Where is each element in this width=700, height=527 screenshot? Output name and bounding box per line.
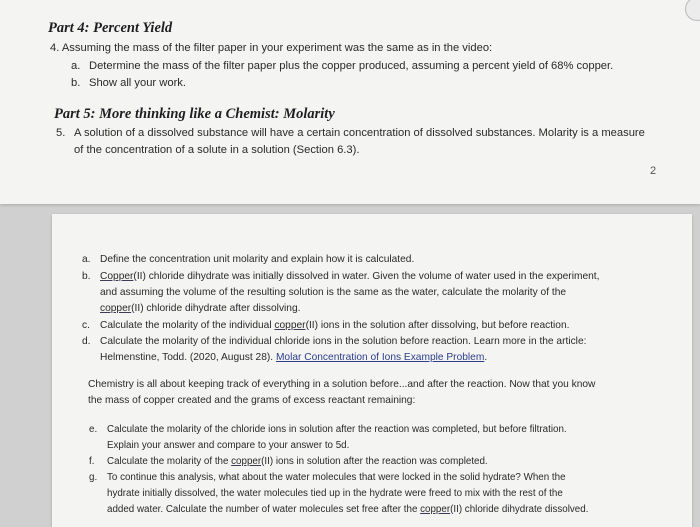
question-5e-line2: Explain your answer and compare to your answer to 5d. [107,440,350,451]
article-link[interactable]: Molar Concentration of Ions Example Problem [275,352,485,363]
question-5-line2: of the concentration of a solute in a solution (Section 6.3). [74,144,360,156]
item-text: (II) ions in solution after the reaction was completed. [261,456,488,467]
item-text: Determine the mass of the filter paper plus the copper produced, assuming a percent yield of 68% copper. [89,60,614,72]
item-text: To continue this analysis, what about the water molecules that were locked in the solid hydrate? When the [107,472,566,483]
item-label: g. [89,472,98,483]
question-5g-line3 [107,502,588,517]
copper-term: Copper [100,271,134,282]
item-label: b. [71,77,81,89]
question-5f [89,454,488,469]
question-5c [82,318,569,333]
question-number: 4. [50,42,60,54]
worksheet-page-1 [0,0,700,204]
question-4a [71,58,613,74]
part5-heading: Part 5: More thinking like a Chemist: Molarity [54,106,335,122]
question-5b-line2: and assuming the volume of the resulting solution is the same as the water, calculate the molarity of the [100,287,567,298]
page-number: 2 [650,165,657,177]
item-text: Calculate the molarity of the individual [100,320,275,331]
item-label: e. [89,424,98,435]
item-label: c. [82,320,90,331]
item-text: Define the concentration unit molarity and explain how it is calculated. [100,254,415,265]
question-5b-line3 [100,301,300,316]
question-5a [82,252,414,267]
chemistry-paragraph-line1: Chemistry is all about keeping track of everything in a solution before...and after the reaction. Now that you know [88,379,596,390]
item-text: (II) chloride dihydrate after dissolving. [131,303,301,314]
copper-term: copper [231,456,262,467]
item-label: a. [71,60,81,72]
citation-text: Helmenstine, Todd. (2020, August 28). [100,352,276,363]
item-text: Calculate the molarity of the chloride ions in solution after the reaction was completed, but before filtration. [107,424,567,435]
copper-term: copper [100,303,132,314]
item-text: Calculate the molarity of the individual chloride ions in the solution before reaction. Learn more in the article: [100,336,587,347]
question-5 [56,125,645,141]
worksheet-page-2 [52,214,692,527]
item-text: Calculate the molarity of the [107,456,232,467]
question-4b [71,75,186,91]
item-text: (II) chloride dihydrate dissolved. [450,504,589,515]
page-corner-icon [685,0,700,21]
question-5b [82,269,599,284]
item-text: (II) ions in the solution after dissolving, but before reaction. [305,320,570,331]
question-5d [82,334,586,349]
item-label: b. [82,271,91,282]
item-label: f. [89,456,95,467]
question-5g [89,470,566,485]
item-text: Show all your work. [89,77,186,89]
item-label: a. [82,254,91,265]
copper-term: copper [420,504,451,515]
chemistry-paragraph-line2: the mass of copper created and the grams of excess reactant remaining: [88,395,416,406]
question-4 [50,40,492,56]
item-text: added water. Calculate the number of water molecules set free after the [107,504,421,515]
question-text: A solution of a dissolved substance will have a certain concentration of dissolved substances. Molarity is a measure [74,127,645,139]
item-text: (II) chloride dihydrate was initially dissolved in water. Given the volume of water used in the experiment, [133,271,600,282]
question-5d-line2: Helmenstine, Todd. (2020, August 28). Molar Concentration of Ions Example Problem. [100,352,488,363]
part4-heading: Part 4: Percent Yield [48,20,173,36]
copper-term: copper [274,320,306,331]
question-text: Assuming the mass of the filter paper in your experiment was the same as in the video: [61,42,493,54]
question-number: 5. [56,127,66,139]
question-5g-line2: hydrate initially dissolved, the water molecules tied up in the hydrate were freed to mix with the rest of the [107,488,563,499]
question-5e [89,422,567,437]
item-label: d. [82,336,91,347]
